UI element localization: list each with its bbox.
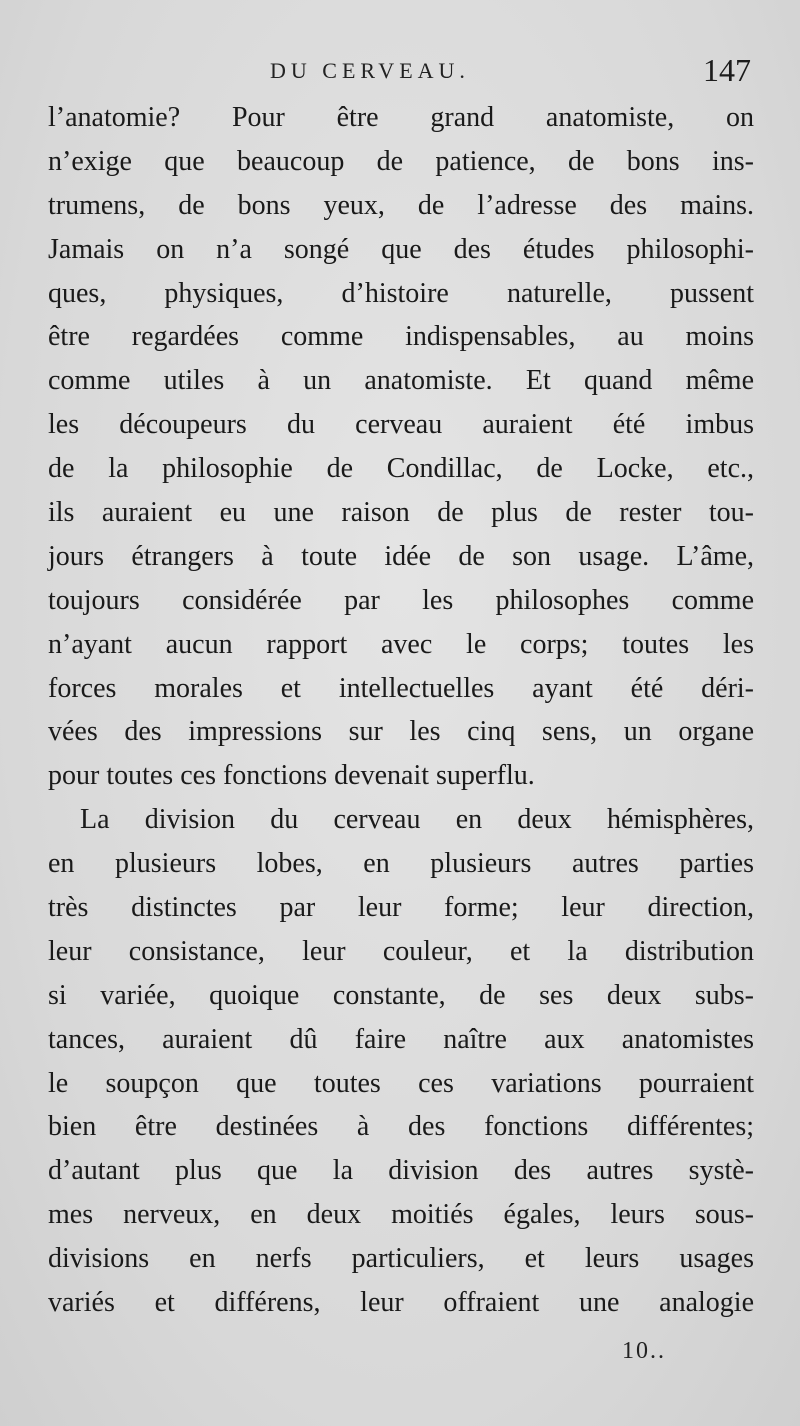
text-line: n’exige que beaucoup de patience, de bons ins- xyxy=(48,145,754,177)
text-line: tances, auraient dû faire naître aux anatomistes xyxy=(48,1023,754,1055)
text-line: très distinctes par leur forme; leur direction, xyxy=(48,892,754,924)
text-line: en plusieurs lobes, en plusieurs autres parties xyxy=(48,848,754,880)
signature-mark: 10.. xyxy=(622,1338,666,1364)
paragraph-2 xyxy=(48,798,754,1325)
page-number: 147 xyxy=(703,52,751,88)
text-line: vées des impressions sur les cinq sens, un organe xyxy=(48,716,754,748)
text-line: divisions en nerfs particuliers, et leurs usages xyxy=(48,1243,754,1275)
text-line: pour toutes ces fonctions devenait superflu. xyxy=(48,760,535,792)
paragraph-1 xyxy=(48,96,754,798)
text-line: toujours considérée par les philosophes comme xyxy=(48,584,754,616)
text-line: trumens, de bons yeux, de l’adresse des mains. xyxy=(48,189,754,221)
text-line: l’anatomie? Pour être grand anatomiste, on xyxy=(48,102,754,133)
text-line: leur consistance, leur couleur, et la distribution xyxy=(48,935,754,967)
text-line: d’autant plus que la division des autres systè- xyxy=(48,1155,754,1187)
text-line: comme utiles à un anatomiste. Et quand même xyxy=(48,365,754,397)
text-line: les découpeurs du cerveau auraient été imbus xyxy=(48,409,754,441)
text-line: être regardées comme indispensables, au moins xyxy=(48,321,754,353)
text-line: bien être destinées à des fonctions différentes; xyxy=(48,1111,754,1143)
text-line: si variée, quoique constante, de ses deux subs- xyxy=(48,979,754,1011)
text-line: La division du cerveau en deux hémisphères, xyxy=(80,804,754,836)
text-line: le soupçon que toutes ces variations pourraient xyxy=(48,1067,754,1099)
text-line: Jamais on n’a songé que des études philosophi- xyxy=(48,233,754,265)
text-line: ils auraient eu une raison de plus de rester tou- xyxy=(48,497,754,529)
body-text xyxy=(48,96,754,1325)
running-title: DU CERVEAU. xyxy=(270,58,470,83)
text-line: n’ayant aucun rapport avec le corps; toutes les xyxy=(48,628,754,660)
text-line: ques, physiques, d’histoire naturelle, pussent xyxy=(48,277,754,309)
running-head xyxy=(0,52,800,92)
text-line: de la philosophie de Condillac, de Locke, etc., xyxy=(48,453,754,485)
text-line: mes nerveux, en deux moitiés égales, leurs sous- xyxy=(48,1199,754,1231)
text-line: jours étrangers à toute idée de son usage. L’âme, xyxy=(48,540,754,572)
text-line: variés et différens, leur offraient une analogie xyxy=(48,1287,754,1319)
text-line: forces morales et intellectuelles ayant été déri- xyxy=(48,672,754,704)
